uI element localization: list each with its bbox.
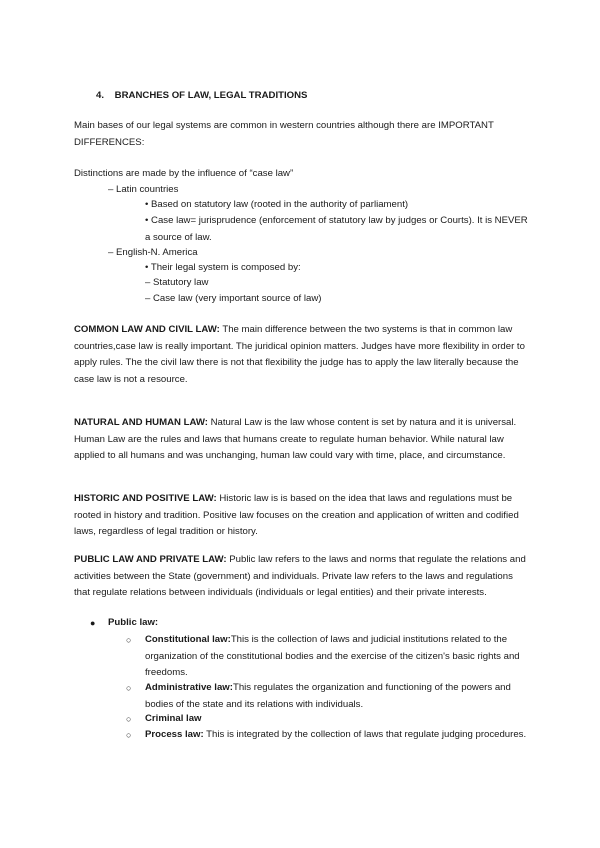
english-item-statutory: – Statutory law: [145, 277, 209, 288]
natural-human-body: Natural Law is the law whose content is set by natura and it is universal. Human Law are the rules and laws that humans create to regulate human behavior. While natural law applied to all humans and was unchanging, human law could vary with time, place, and circumstance.: [74, 417, 517, 461]
public-private-body: Public law refers to the laws and norms that regulate the relations and activities between the State (government) and individuals. Private law refers to the laws and regulations that regulate relations between individuals (individuals or legal entities) and their private interests.: [74, 554, 526, 598]
heading-number: 4.: [96, 90, 105, 101]
latin-countries-label: – Latin countries: [108, 184, 179, 195]
latin-item-statutory: • Based on statutory law (rooted in the authority of parliament): [145, 199, 409, 210]
constitutional-circle-icon: ○: [126, 635, 132, 645]
process-law-title: Process law:: [145, 729, 204, 740]
criminal-circle-icon: ○: [126, 714, 132, 724]
public-law-bullet-icon: ●: [90, 618, 96, 628]
english-na-label: – English-N. America: [108, 247, 198, 258]
intro-paragraph: Main bases of our legal systems are common in western countries although there are IMPORTANT DIFFERENCES:: [74, 120, 494, 148]
public-private-paragraph: [74, 552, 526, 602]
common-civil-paragraph: [74, 322, 526, 388]
process-circle-icon: ○: [126, 730, 132, 740]
natural-human-paragraph: [74, 415, 526, 465]
common-civil-title: COMMON LAW AND CIVIL LAW:: [74, 324, 220, 335]
latin-item-case-law: • Case law= jurisprudence (enforcement of statutory law by judges or Courts). It is NEVER a source of law.: [145, 215, 528, 243]
natural-human-title: NATURAL AND HUMAN LAW:: [74, 417, 208, 428]
constitutional-law-body: This is the collection of laws and judicial institutions related to the organization of the constitutional bodies and the exercise of the citizen's basic rights and freedoms.: [145, 634, 520, 678]
english-item-case-law: – Case law (very important source of law): [145, 293, 322, 304]
heading-title: BRANCHES OF LAW, LEGAL TRADITIONS: [114, 90, 308, 101]
criminal-law-title: Criminal law: [145, 713, 202, 724]
section-heading: [96, 88, 307, 105]
english-item-composed: • Their legal system is composed by:: [145, 262, 301, 273]
common-civil-body: The main difference between the two systems is that in common law countries,case law is really important. The juridical opinion matters. Judges have more flexibility in order to apply rules. The the civil law there is not that flexibility the judge has to apply the law literally because the case law is not a resource.: [74, 324, 525, 385]
process-law-item: [145, 727, 530, 744]
administrative-law-item: [145, 680, 530, 713]
administrative-law-title: Administrative law:: [145, 682, 233, 693]
public-private-title: PUBLIC LAW AND PRIVATE LAW:: [74, 554, 227, 565]
distinctions-lead: Distinctions are made by the influence of “case law”: [74, 168, 294, 179]
historic-positive-title: HISTORIC AND POSITIVE LAW:: [74, 493, 217, 504]
criminal-law-item: [145, 711, 530, 728]
public-law-label: Public law:: [108, 617, 159, 628]
historic-positive-paragraph: [74, 491, 526, 541]
constitutional-law-title: Constitutional law:: [145, 634, 231, 645]
constitutional-law-item: [145, 632, 530, 682]
administrative-law-body: This regulates the organization and functioning of the powers and bodies of the state and its relations with individuals.: [145, 682, 511, 710]
process-law-body: This is integrated by the collection of laws that regulate judging procedures.: [203, 729, 527, 740]
administrative-circle-icon: ○: [126, 683, 132, 693]
historic-positive-body: Historic law is is based on the idea that laws and regulations must be rooted in history and tradition. Positive law focuses on the creation and application of written and codified laws, regardless of legal tradition or history.: [74, 493, 519, 537]
